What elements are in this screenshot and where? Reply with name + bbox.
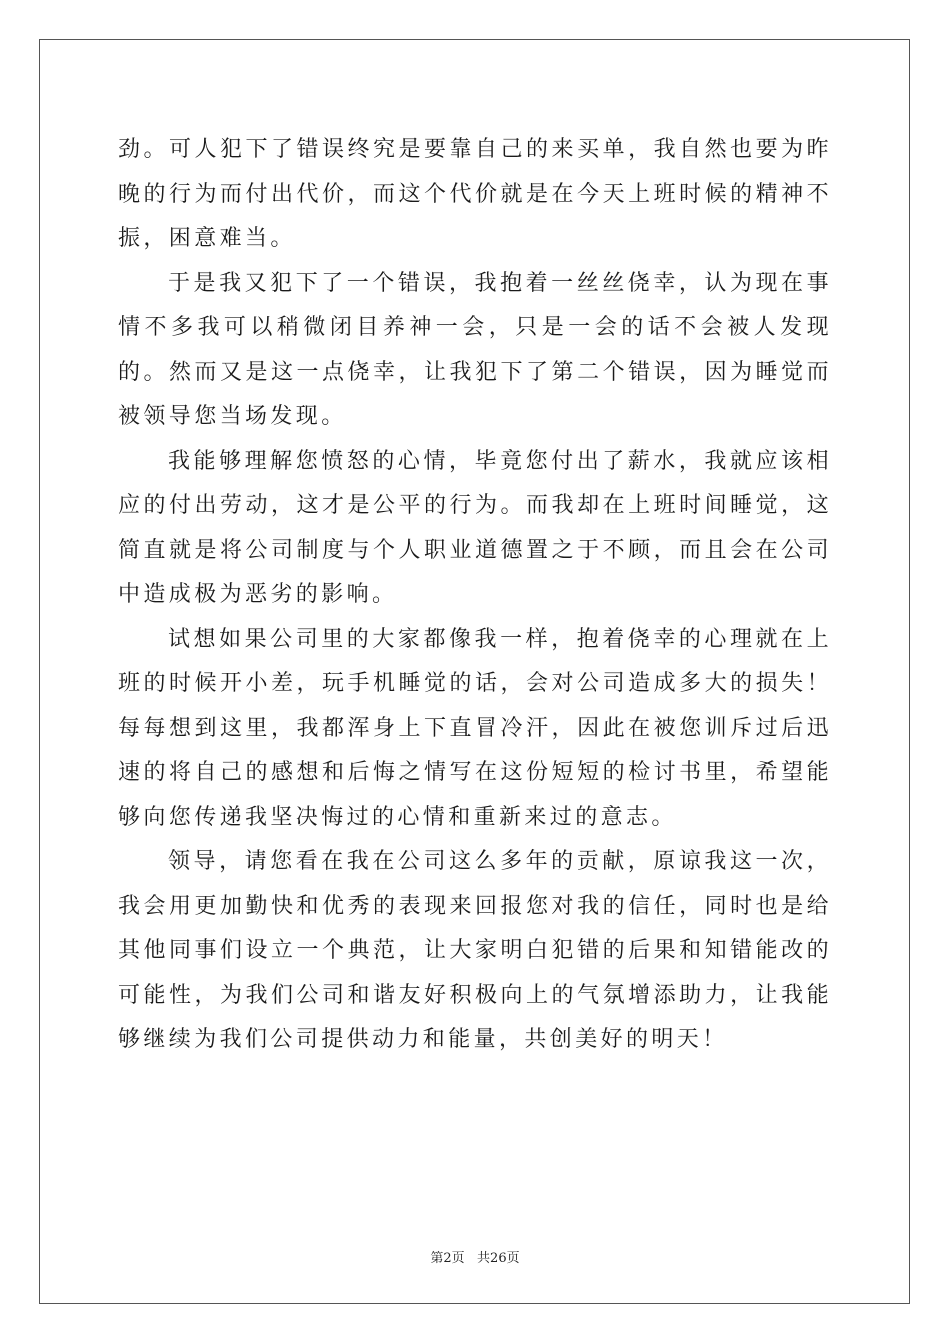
paragraph-4: 试想如果公司里的大家都像我一样，抱着侥幸的心理就在上班的时候开小差，玩手机睡觉的话，会对公司造成多大的损失！每每想到这里，我都浑身上下直冒冷汗，因此在被您训斥过后迅速的将自己的感想和后悔之情写在这份短短的检讨书里，希望能够向您传递我坚决悔过的心情和重新来过的意志。 bbox=[118, 626, 832, 830]
document-body bbox=[118, 128, 832, 1063]
paragraph-5: 领导，请您看在我在公司这么多年的贡献，原谅我这一次，我会用更加勤快和优秀的表现来回报您对我的信任，同时也是给其他同事们设立一个典范，让大家明白犯错的后果和知错能改的可能性，为我们公司和谐友好积极向上的气氛增添助力，让我能够继续为我们公司提供动力和能量，共创美好的明天！ bbox=[118, 849, 832, 1052]
paragraph-1: 劲。可人犯下了错误终究是要靠自己的来买单，我自然也要为昨晚的行为而付出代价，而这个代价就是在今天上班时候的精神不振，困意难当。 bbox=[118, 137, 832, 251]
paragraph-3: 我能够理解您愤怒的心情，毕竟您付出了薪水，我就应该相应的付出劳动，这才是公平的行为。而我却在上班时间睡觉，这简直就是将公司制度与个人职业道德置之于不顾，而且会在公司中造成极为恶劣的影响。 bbox=[118, 448, 832, 607]
page-footer bbox=[0, 1247, 950, 1266]
paragraph-2: 于是我又犯下了一个错误，我抱着一丝丝侥幸，认为现在事情不多我可以稍微闭目养神一会，只是一会的话不会被人发现的。然而又是这一点侥幸，让我犯下了第二个错误，因为睡觉而被领导您当场发现。 bbox=[118, 270, 832, 429]
page-number: 第2页 共26页 bbox=[430, 1251, 520, 1266]
